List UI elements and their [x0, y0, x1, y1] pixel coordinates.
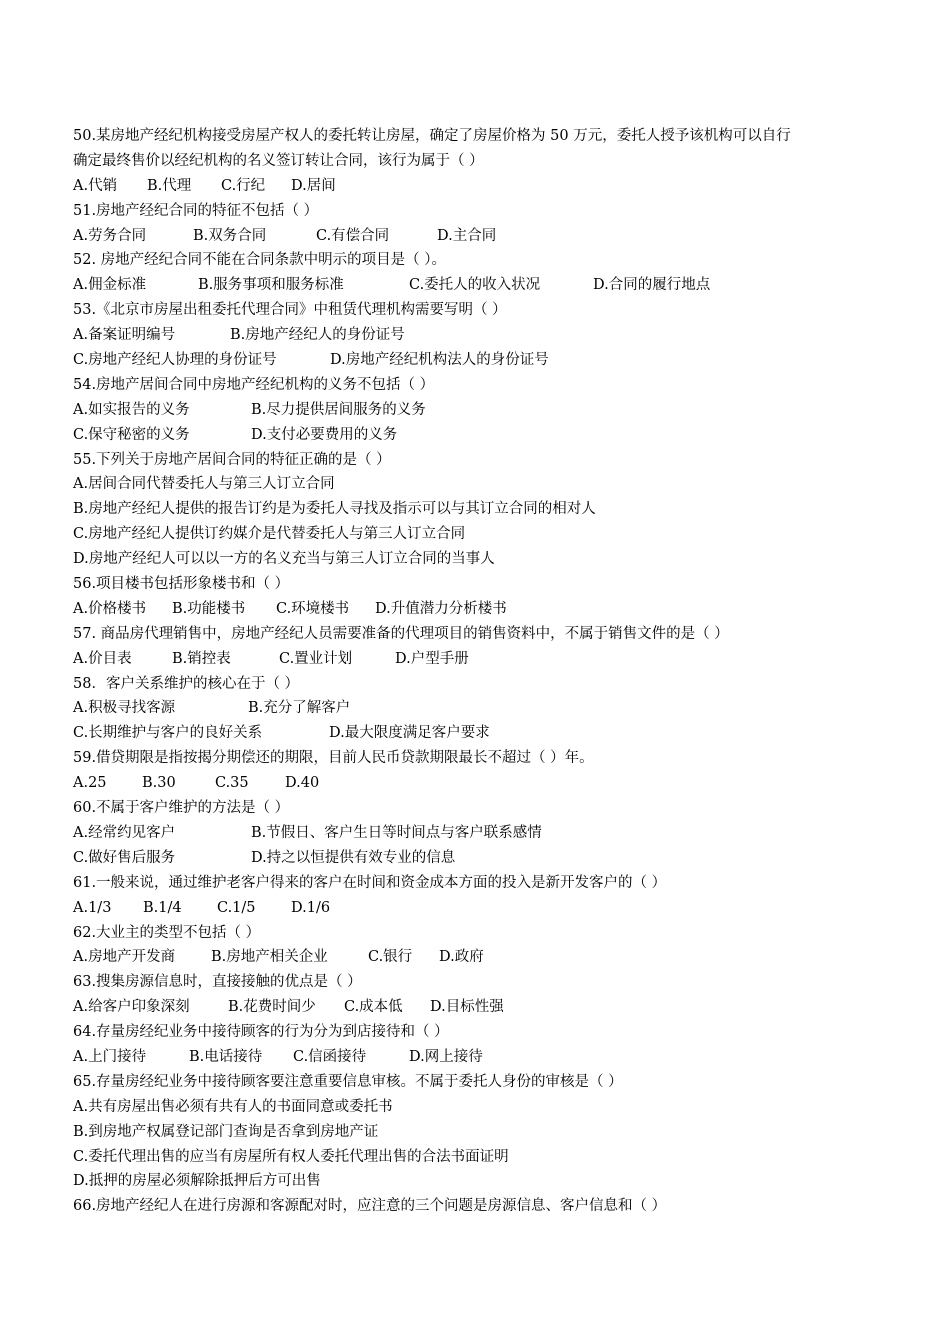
answer-option: B.节假日、客户生日等时间点与客户联系感情: [251, 824, 542, 841]
answer-option: A.佣金标准: [73, 277, 147, 294]
options-line: [73, 721, 885, 746]
options-line: [73, 647, 885, 672]
answer-option: B.1/4: [143, 899, 182, 916]
answer-option: A.代销: [73, 177, 118, 194]
text-line: 62.大业主的类型不包括（ ）: [73, 924, 261, 941]
text-line: C.房地产经纪人提供订约媒介是代替委托人与第三人订立合同: [73, 526, 466, 543]
answer-option: A.积极寻找客源: [73, 700, 176, 717]
answer-option: B.销控表: [172, 650, 231, 667]
text-line: 60.不属于客户维护的方法是（ ）: [73, 800, 290, 817]
answer-option: B.房地产经纪人的身份证号: [230, 327, 405, 344]
text-line: 57. 商品房代理销售中，房地产经纪人员需要准备的代理项目的销售资料中，不属于销售文件的是（ ）: [73, 625, 729, 642]
text-line: 56.项目楼书包括形象楼书和（ ）: [73, 576, 290, 593]
answer-option: A.房地产开发商: [73, 949, 176, 966]
answer-option: A.上门接待: [73, 1048, 147, 1065]
answer-option: B.代理: [147, 177, 192, 194]
answer-option: D.升值潜力分析楼书: [375, 600, 507, 617]
text-line: 61.一般来说，通过维护老客户得来的客户在时间和资金成本方面的投入是新开发客户的（ ）: [73, 874, 667, 891]
answer-option: B.房地产相关企业: [211, 949, 328, 966]
answer-option: D.房地产经纪机构法人的身份证号: [330, 352, 549, 369]
text-line: A.共有房屋出售必须有共有人的书面同意或委托书: [73, 1098, 393, 1115]
answer-option: C.置业计划: [279, 650, 353, 667]
answer-option: D.支付必要费用的义务: [251, 426, 398, 443]
text-line: A.居间合同代替委托人与第三人订立合同: [73, 476, 335, 493]
answer-option: C.有偿合同: [316, 227, 390, 244]
options-line: [73, 174, 885, 199]
text-line: 53.《北京市房屋出租委托代理合同》中租赁代理机构需要写明（ ）: [73, 302, 507, 319]
text-line: C.委托代理出售的应当有房屋所有权人委托代理出售的合法书面证明: [73, 1148, 509, 1165]
options-line: [73, 398, 885, 423]
options-line: [73, 597, 885, 622]
answer-option: A.给客户印象深刻: [73, 999, 190, 1016]
answer-option: C.1/5: [217, 899, 256, 916]
options-line: [73, 1045, 885, 1070]
answer-option: D.40: [285, 775, 320, 792]
answer-option: C.保守秘密的义务: [73, 426, 190, 443]
text-line: 54.房地产居间合同中房地产经纪机构的义务不包括（ ）: [73, 376, 435, 393]
options-line: [73, 995, 885, 1020]
answer-option: C.长期维护与客户的良好关系: [73, 725, 263, 742]
answer-option: D.户型手册: [395, 650, 469, 667]
options-line: [73, 323, 885, 348]
answer-option: B.尽力提供居间服务的义务: [251, 401, 426, 418]
options-line: [73, 696, 885, 721]
answer-option: B.功能楼书: [172, 600, 246, 617]
text-line: 58．客户关系维护的核心在于（ ）: [73, 675, 300, 692]
text-line: 66.房地产经纪人在进行房源和客源配对时，应注意的三个问题是房源信息、客户信息和（ ）: [73, 1198, 667, 1215]
answer-option: A.经常约见客户: [73, 824, 176, 841]
answer-option: D.1/6: [291, 899, 331, 916]
answer-option: B.充分了解客户: [248, 700, 351, 717]
answer-option: C.委托人的收入状况: [409, 277, 541, 294]
answer-option: B.电话接待: [189, 1048, 263, 1065]
options-line: [73, 348, 885, 373]
text-line: 52. 房地产经纪合同不能在合同条款中明示的项目是（ ）。: [73, 252, 447, 269]
options-line: [73, 771, 885, 796]
text-line: D.抵押的房屋必须解除抵押后方可出售: [73, 1173, 321, 1190]
answer-option: D.持之以恒提供有效专业的信息: [251, 849, 456, 866]
answer-option: B.花费时间少: [228, 999, 316, 1016]
options-line: [73, 945, 885, 970]
answer-option: C.银行: [368, 949, 413, 966]
options-line: [73, 821, 885, 846]
answer-option: A.如实报告的义务: [73, 401, 190, 418]
text-line: B.到房地产权属登记部门查询是否拿到房地产证: [73, 1123, 379, 1140]
options-line: [73, 224, 885, 249]
answer-option: D.目标性强: [430, 999, 504, 1016]
answer-option: C.行纪: [221, 177, 266, 194]
options-line: [73, 273, 885, 298]
answer-option: A.备案证明编号: [73, 327, 176, 344]
answer-option: C.房地产经纪人协理的身份证号: [73, 352, 277, 369]
text-line: 65.存量房经纪业务中接待顾客要注意重要信息审核。不属于委托人身份的审核是（ ）: [73, 1073, 623, 1090]
answer-option: B.30: [142, 775, 176, 792]
document-page: [73, 124, 885, 1219]
answer-option: A.价格楼书: [73, 600, 147, 617]
text-line: 63.搜集房源信息时，直接接触的优点是（ ）: [73, 974, 362, 991]
answer-option: D.最大限度满足客户要求: [329, 725, 490, 742]
options-line: [73, 423, 885, 448]
answer-option: C.成本低: [344, 999, 403, 1016]
text-line: B.房地产经纪人提供的报告订约是为委托人寻找及指示可以与其订立合同的相对人: [73, 501, 596, 518]
answer-option: C.信函接待: [293, 1048, 367, 1065]
answer-option: C.35: [215, 775, 249, 792]
answer-option: D.主合同: [437, 227, 497, 244]
answer-option: B.双务合同: [193, 227, 267, 244]
text-line: 64.存量房经纪业务中接待顾客的行为分为到店接待和（ ）: [73, 1024, 449, 1041]
text-line: 50.某房地产经纪机构接受房屋产权人的委托转让房屋，确定了房屋价格为 50 万元，委托人授予该机构可以自行: [73, 128, 791, 144]
answer-option: D.居间: [291, 177, 336, 194]
answer-option: C.环境楼书: [276, 600, 350, 617]
text-line: 确定最终售价以经纪机构的名义签订转让合同，该行为属于（ ）: [73, 152, 484, 169]
answer-option: A.劳务合同: [73, 227, 147, 244]
answer-option: C.做好售后服务: [73, 849, 176, 866]
answer-option: A.25: [73, 775, 107, 792]
answer-option: D.网上接待: [409, 1048, 483, 1065]
text-line: 59.借贷期限是指按揭分期偿还的期限，目前人民币贷款期限最长不超过（ ）年。: [73, 750, 594, 767]
answer-option: A.价目表: [73, 650, 132, 667]
options-line: [73, 896, 885, 921]
answer-option: D.政府: [439, 949, 484, 966]
answer-option: A.1/3: [73, 899, 112, 916]
options-line: [73, 846, 885, 871]
answer-option: B.服务事项和服务标准: [198, 277, 344, 294]
text-line: D.房地产经纪人可以以一方的名义充当与第三人订立合同的当事人: [73, 551, 495, 568]
text-line: 55.下列关于房地产居间合同的特征正确的是（ ）: [73, 451, 391, 468]
answer-option: D.合同的履行地点: [593, 277, 711, 294]
text-line: 51.房地产经纪合同的特征不包括（ ）: [73, 202, 319, 219]
